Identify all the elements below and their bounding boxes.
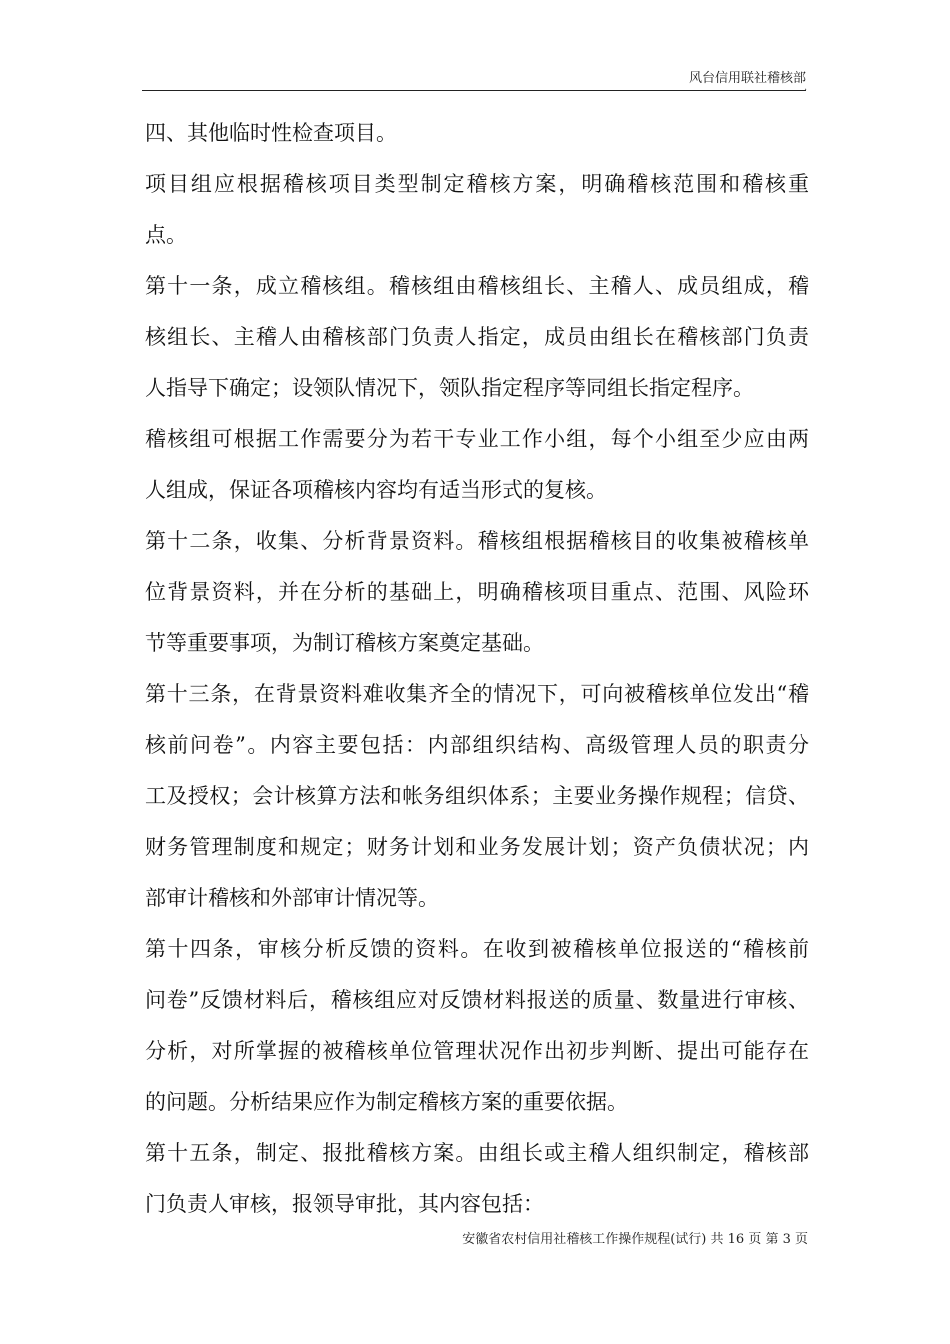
text-line: 第十一条，成立稽核组。稽核组由稽核组长、主稽人、成员组成，稽 (145, 274, 809, 298)
page-footer: 安徽省农村信用社稽核工作操作规程(试行) 共 16 页 第 3 页 (462, 1232, 808, 1247)
text-line: 问卷”反馈材料后，稽核组应对反馈材料报送的质量、数量进行审核、 (145, 988, 809, 1012)
text-line: 第十二条，收集、分析背景资料。稽核组根据稽核目的收集被稽核单 (145, 529, 809, 553)
text-line: 门负责人审核，报领导审批，其内容包括： (145, 1192, 544, 1216)
header-mark: . (804, 82, 808, 93)
text-line: 项目组应根据稽核项目类型制定稽核方案，明确稽核范围和稽核重 (145, 172, 809, 196)
page-header (142, 68, 806, 91)
text-line: 节等重要事项，为制订稽核方案奠定基础。 (145, 631, 544, 655)
text-line: 财务管理制度和规定；财务计划和业务发展计划；资产负债状况；内 (145, 835, 809, 859)
text-line: 人组成，保证各项稽核内容均有适当形式的复核。 (145, 478, 607, 502)
text-line: 四、其他临时性检查项目。 (145, 121, 397, 145)
text-line: 分析，对所掌握的被稽核单位管理状况作出初步判断、提出可能存在 (145, 1039, 809, 1063)
text-line: 第十四条，审核分析反馈的资料。在收到被稽核单位报送的“稽核前 (145, 937, 809, 961)
text-line: 稽核组可根据工作需要分为若干专业工作小组，每个小组至少应由两 (145, 427, 809, 451)
text-line: 核前问卷”。内容主要包括：内部组织结构、高级管理人员的职责分 (145, 733, 809, 757)
text-line: 工及授权；会计核算方法和帐务组织体系；主要业务操作规程；信贷、 (145, 784, 809, 808)
text-line: 第十五条，制定、报批稽核方案。由组长或主稽人组织制定，稽核部 (145, 1141, 809, 1165)
text-line: 人指导下确定；设领队情况下，领队指定程序等同组长指定程序。 (145, 376, 754, 400)
text-line: 部审计稽核和外部审计情况等。 (145, 886, 439, 910)
text-line: 第十三条，在背景资料难收集齐全的情况下，可向被稽核单位发出“稽 (145, 682, 809, 706)
text-line: 的问题。分析结果应作为制定稽核方案的重要依据。 (145, 1090, 628, 1114)
text-line: 点。 (145, 223, 187, 247)
document-body (145, 113, 809, 1235)
header-org-name: 风台信用联社稽核部 (688, 71, 806, 86)
text-line: 位背景资料，并在分析的基础上，明确稽核项目重点、范围、风险环 (145, 580, 809, 604)
text-line: 核组长、主稽人由稽核部门负责人指定，成员由组长在稽核部门负责 (145, 325, 809, 349)
